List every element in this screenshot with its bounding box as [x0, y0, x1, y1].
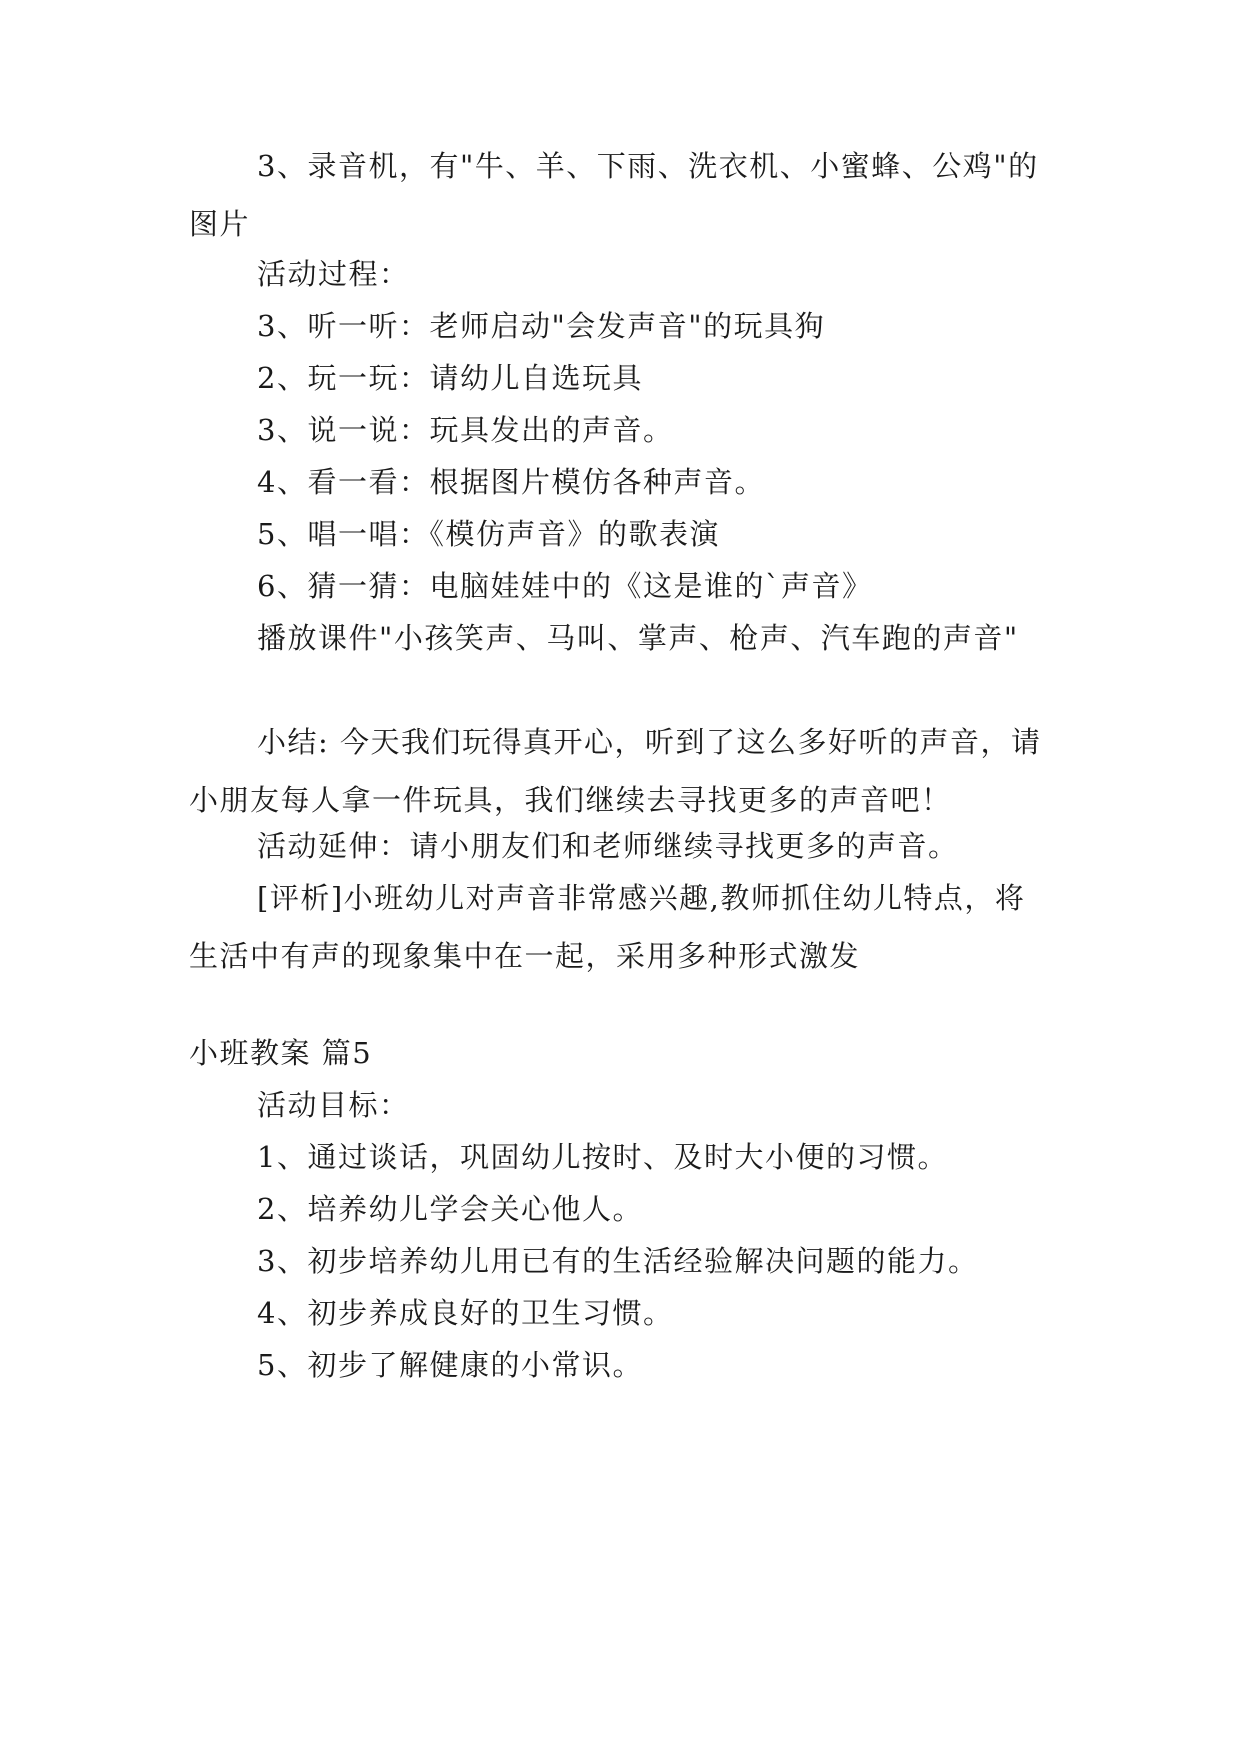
step-listen: 3、听一听：老师启动"会发声音"的玩具狗 — [257, 309, 826, 343]
step-guess: 6、猜一猜：电脑娃娃中的《这是谁的`声音》 — [257, 569, 873, 603]
goals-title: 活动目标： — [257, 1088, 410, 1122]
goal-item: 5、初步了解健康的小常识。 — [257, 1348, 643, 1382]
step-sing: 5、唱一唱：《模仿声音》的歌表演 — [257, 517, 720, 551]
summary-paragraph: 小结: 今天我们玩得真开心，听到了这么多好听的声音，请小朋友每人拿一件玩具，我们继续去寻找更多的声音吧！ — [189, 725, 1042, 817]
process-title: 活动过程： — [257, 257, 410, 291]
step-look: 4、看一看：根据图片模仿各种声音。 — [257, 465, 765, 499]
goal-item: 4、初步养成良好的卫生习惯。 — [257, 1296, 674, 1330]
goal-item: 3、初步培养幼儿用已有的生活经验解决问题的能力。 — [257, 1244, 979, 1278]
playback-paragraph: 播放课件"小孩笑声、马叫、掌声、枪声、汽车跑的声音" — [257, 621, 1019, 655]
analysis-paragraph: [评析]小班幼儿对声音非常感兴趣,教师抓住幼儿特点，将生活中有声的现象集中在一起，采用多种形式激发 — [189, 881, 1026, 973]
extension-paragraph: 活动延伸：请小朋友们和老师继续寻找更多的声音。 — [257, 829, 959, 863]
materials-item-3: 3、录音机，有"牛、羊、下雨、洗衣机、小蜜蜂、公鸡"的图片 — [189, 149, 1039, 241]
step-play: 2、玩一玩：请幼儿自选玩具 — [257, 361, 643, 395]
section-title: 小班教案 篇5 — [189, 1036, 373, 1070]
step-say: 3、说一说：玩具发出的声音。 — [257, 413, 674, 447]
goal-item: 2、培养幼儿学会关心他人。 — [257, 1192, 643, 1226]
goal-item: 1、通过谈话，巩固幼儿按时、及时大小便的习惯。 — [257, 1140, 948, 1174]
